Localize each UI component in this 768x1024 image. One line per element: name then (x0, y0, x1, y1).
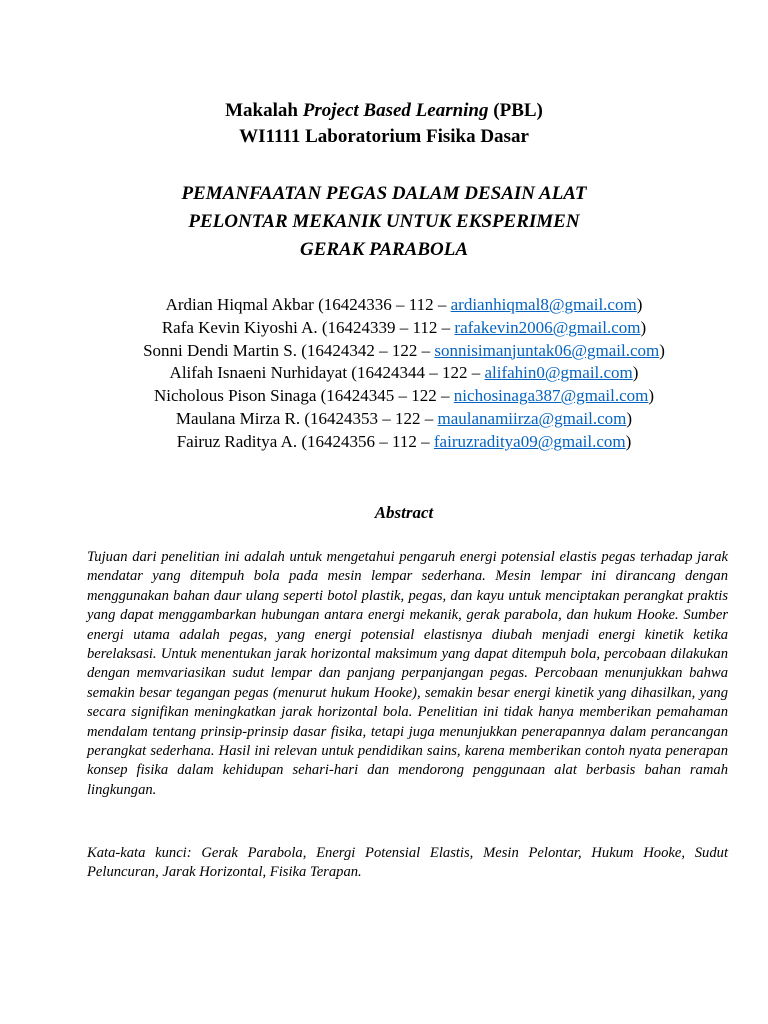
course-heading (0, 98, 768, 150)
author-email-link[interactable]: nichosinaga387@gmail.com (453, 386, 649, 406)
author-line (0, 408, 768, 431)
course-line-2: WI1111 Laboratorium Fisika Dasar (239, 126, 529, 147)
keywords-paragraph: Kata-kata kunci: Gerak Parabola, Energi Potensial Elastis, Mesin Pelontar, Hukum Hooke, Sudut Peluncuran, Jarak Horizontal, Fisika Terapan. (87, 845, 728, 881)
title-line-1: PEMANFAATAN PEGAS DALAM DESAIN ALAT (181, 183, 587, 204)
author-email-link[interactable]: maulanamiirza@gmail.com (437, 408, 627, 428)
author-info: Maulana Mirza R. (16424353 – 122 – (175, 408, 438, 428)
author-line (0, 362, 768, 385)
author-info: Alifah Isnaeni Nurhidayat (16424344 – 122 – (169, 363, 485, 383)
author-info: Ardian Hiqmal Akbar (16424336 – 112 – (165, 295, 451, 314)
title-line-2: PELONTAR MEKANIK UNTUK EKSPERIMEN (188, 211, 580, 232)
paper-title (0, 180, 768, 264)
author-email-link[interactable]: sonnisimanjuntak06@gmail.com (434, 340, 660, 360)
author-info-close: ) (626, 408, 633, 428)
course-italic: Project Based Learning (302, 100, 489, 121)
author-info-close: ) (648, 386, 655, 406)
author-line (0, 431, 768, 454)
abstract-heading: Abstract (374, 503, 434, 522)
author-email-link[interactable]: alifahin0@gmail.com (484, 363, 633, 383)
abstract-body: Tujuan dari penelitian ini adalah untuk mengetahui pengaruh energi potensial elastis pegas terhadap jarak mendatar yang ditempuh bola pada mesin lempar sederhana. Mesin lempar ini dirancang dengan menggunakan bahan daur ulang seperti botol plastik, pegas, dan kayu untuk menciptakan perangkat praktis yang dapat menggambarkan hubungan antara energi mekanik, gerak parabola, dan hukum Hooke. Sumber energi utama adalah pegas, yang energi potensial elastisnya diubah menjadi energi kinetik ketika berelaksasi. Untuk menentukan jarak horizontal maksimum yang dapat ditempuh bola, percobaan dilakukan dengan memvariasikan sudut lempar dan panjang perpanjangan pegas. Percobaan menunjukkan bahwa semakin besar tegangan pegas (menurut hukum Hooke), semakin besar energi kinetik yang dihasilkan, yang secara signifikan meningkatkan jarak horizontal bola. Penelitian ini tidak hanya memberikan pemahaman mendalam tentang prinsip-prinsip dasar fisika, tetapi juga menunjukkan penerapannya dalam perancangan perangkat sederhana. Hasil ini relevan untuk pendidikan sains, karena memberikan contoh nyata penerapan konsep fisika dalam kehidupan sehari-hari dan mendorong penggunaan alat berbasis bahan ramah lingkungan. (87, 549, 728, 798)
author-info-close: ) (640, 317, 647, 337)
author-email-link[interactable]: rafakevin2006@gmail.com (454, 317, 641, 337)
course-suffix: (PBL) (488, 100, 543, 121)
title-line-3: GERAK PARABOLA (299, 239, 469, 260)
author-line (0, 340, 768, 363)
course-line-1 (0, 98, 768, 124)
author-line (0, 385, 768, 408)
author-info-close: ) (632, 363, 639, 383)
author-info-close: ) (625, 431, 632, 451)
author-email-link[interactable]: ardianhiqmal8@gmail.com (450, 295, 637, 314)
author-line (0, 317, 768, 340)
course-prefix: Makalah (225, 100, 303, 121)
author-email-link[interactable]: fairuzraditya09@gmail.com (433, 431, 626, 451)
author-info-close: ) (636, 295, 643, 314)
author-info-close: ) (659, 340, 665, 360)
author-info: Rafa Kevin Kiyoshi A. (16424339 – 112 – (161, 317, 455, 337)
author-info: Fairuz Raditya A. (16424356 – 112 – (176, 431, 434, 451)
author-info: Sonni Dendi Martin S. (16424342 – 122 – (143, 340, 435, 360)
author-line (0, 294, 768, 317)
author-list (0, 294, 768, 454)
author-info: Nicholous Pison Sinaga (16424345 – 122 – (153, 386, 454, 406)
